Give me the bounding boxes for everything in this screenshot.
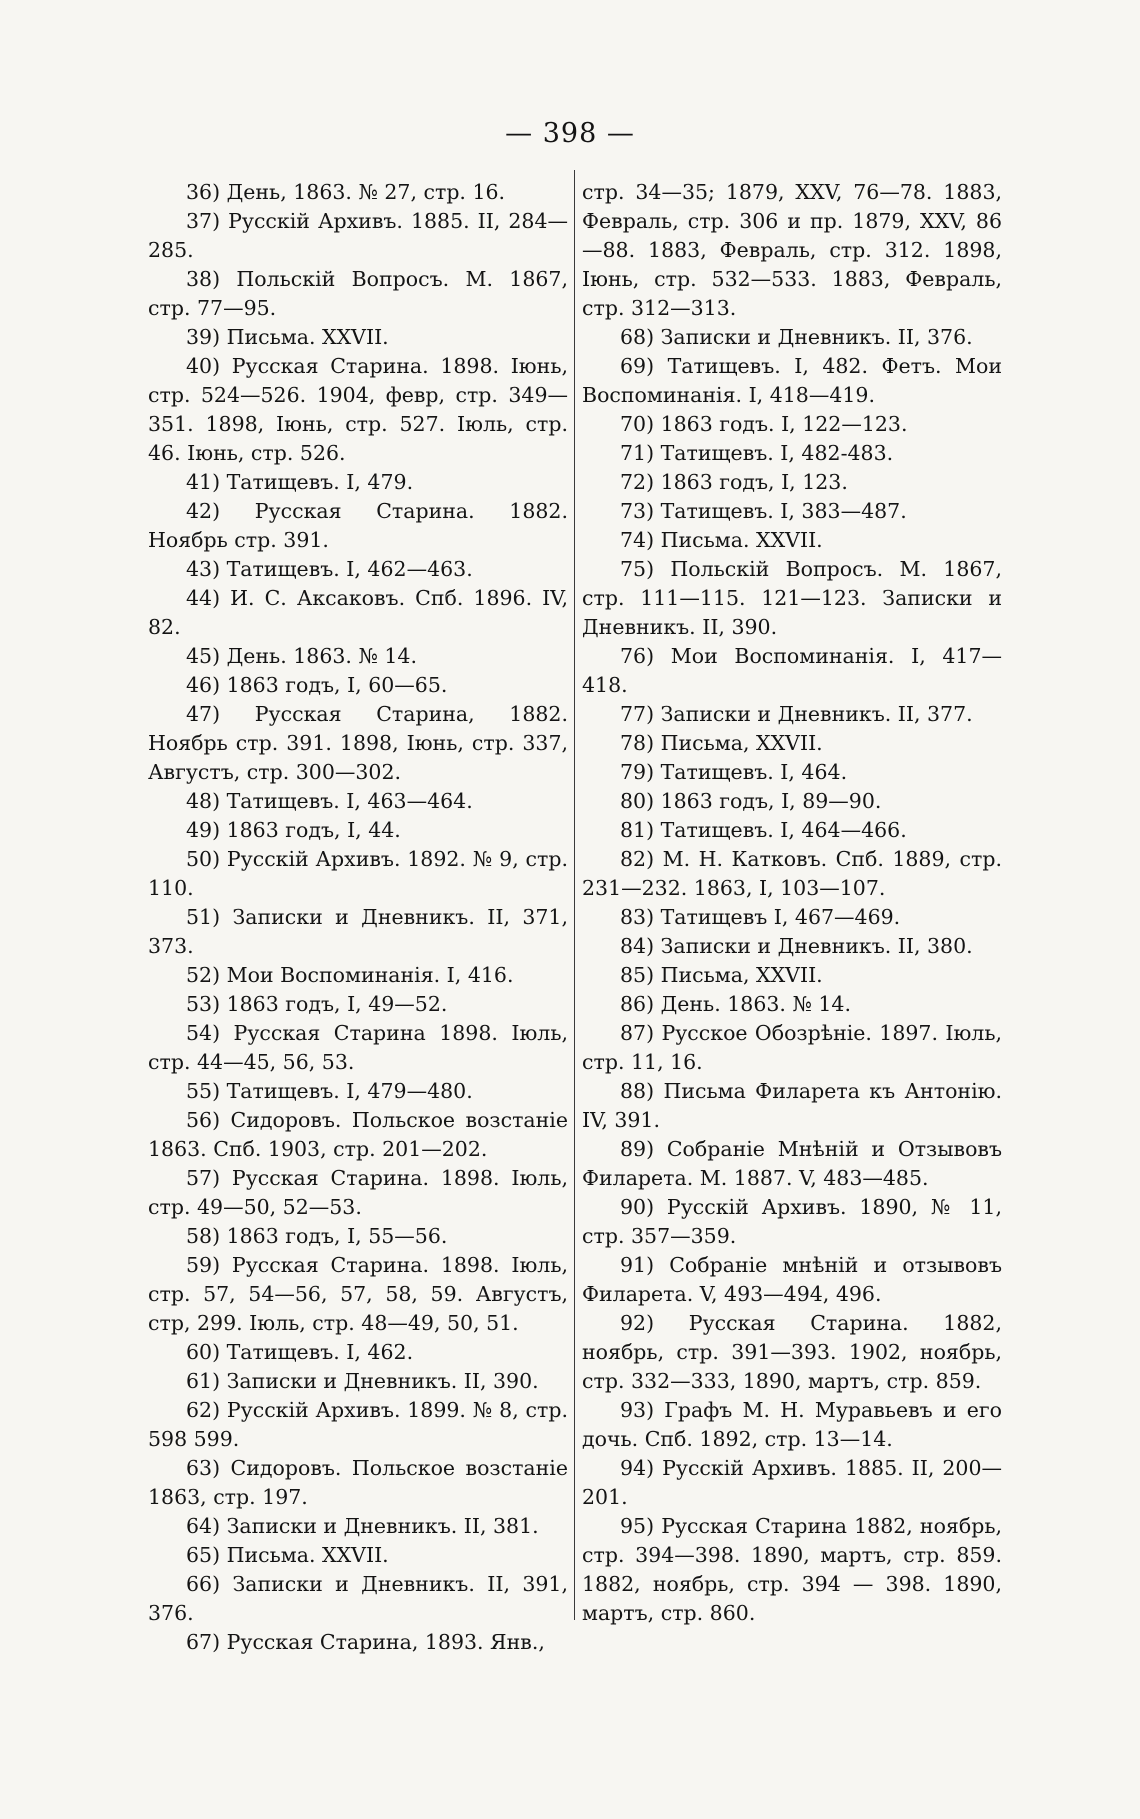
footnote-40: 40) Русская Старина. 1898. Іюнь, стр. 524—526. 1904, февр, стр. 349—351. 1898, Іюнь, стр. 527. Іюль, стр. 46. Іюнь, стр. 526. [148,354,568,465]
footnote-69: 69) Татищевъ. I, 482. Фетъ. Мои Воспоминанія. I, 418—419. [582,354,1002,407]
footnote-37: 37) Русскій Архивъ. 1885. II, 284—285. [148,209,568,262]
footnote-93: 93) Графъ М. Н. Муравьевъ и его дочь. Спб. 1892, стр. 13—14. [582,1398,1002,1451]
footnote-36: 36) День, 1863. № 27, стр. 16. [186,180,506,204]
footnote-44: 44) И. С. Аксаковъ. Спб. 1896. IV, 82. [148,586,568,639]
page-number: — 398 — [505,118,635,149]
footnote-52: 52) Мои Воспоминанія. I, 416. [186,963,514,987]
footnote-50: 50) Русскій Архивъ. 1892. № 9, стр. 110. [148,847,568,900]
footnote-51: 51) Записки и Дневникъ. II, 371, 373. [148,905,568,958]
footnote-42: 42) Русская Старина. 1882. Ноябрь стр. 391. [148,499,568,552]
footnote-64: 64) Записки и Дневникъ. II, 381. [186,1514,539,1538]
footnote-72: 72) 1863 годъ, I, 123. [620,470,848,494]
footnote-57: 57) Русская Старина. 1898. Іюль, стр. 49—50, 52—53. [148,1166,568,1219]
notes-column-right [582,178,1002,1628]
footnote-76: 76) Мои Воспоминанія. I, 417—418. [582,644,1002,697]
footnote-89: 89) Собраніе Мнѣній и Отзывовъ Филарета. М. 1887. V, 483—485. [582,1137,1002,1190]
footnote-81: 81) Татищевъ. I, 464—466. [620,818,907,842]
footnote-85: 85) Письма, XXVII. [620,963,823,987]
footnote-87: 87) Русское Обозрѣніе. 1897. Іюль, стр. 11, 16. [582,1021,1002,1074]
footnote-46: 46) 1863 годъ, I, 60—65. [186,673,448,697]
footnote-75: 75) Польскій Вопросъ. М. 1867, стр. 111—115. 121—123. Записки и Дневникъ. II, 390. [582,557,1002,639]
footnote-63: 63) Сидоровъ. Польское возстаніе 1863, стр. 197. [148,1456,568,1509]
footnote-83: 83) Татищевъ I, 467—469. [620,905,901,929]
footnote-60: 60) Татищевъ. I, 462. [186,1340,414,1364]
footnote-67-continuation: стр. 34—35; 1879, XXV, 76—78. 1883, Февраль, стр. 306 и пр. 1879, XXV, 86—88. 1883, Февраль, стр. 312. 1898, Іюнь, стр. 532—533. 1883, Февраль, стр. 312—313. [582,180,1002,320]
footnote-45: 45) День. 1863. № 14. [186,644,417,668]
footnote-38: 38) Польскій Вопросъ. М. 1867, стр. 77—95. [148,267,568,320]
footnote-48: 48) Татищевъ. I, 463—464. [186,789,473,813]
footnote-90: 90) Русскій Архивъ. 1890, № 11, стр. 357—359. [582,1195,1002,1248]
footnote-43: 43) Татищевъ. I, 462—463. [186,557,473,581]
footnote-94: 94) Русскій Архивъ. 1885. II, 200—201. [582,1456,1002,1509]
footnote-67: 67) Русская Старина, 1893. Янв., [186,1630,545,1654]
footnote-74: 74) Письма. XXVII. [620,528,823,552]
footnote-66: 66) Записки и Дневникъ. II, 391, 376. [148,1572,568,1625]
footnote-58: 58) 1863 годъ, I, 55—56. [186,1224,448,1248]
footnote-86: 86) День. 1863. № 14. [620,992,851,1016]
footnote-56: 56) Сидоровъ. Польское возстаніе 1863. Спб. 1903, стр. 201—202. [148,1108,568,1161]
footnote-71: 71) Татищевъ. I, 482-483. [620,441,894,465]
column-divider [574,170,575,1620]
footnote-68: 68) Записки и Дневникъ. II, 376. [620,325,973,349]
footnote-70: 70) 1863 годъ. I, 122—123. [620,412,908,436]
footnote-59: 59) Русская Старина. 1898. Іюль, стр. 57, 54—56, 57, 58, 59. Августъ, стр, 299. Іюль, стр. 48—49, 50, 51. [148,1253,568,1335]
footnote-77: 77) Записки и Дневникъ. II, 377. [620,702,973,726]
footnote-41: 41) Татищевъ. I, 479. [186,470,414,494]
footnote-61: 61) Записки и Дневникъ. II, 390. [186,1369,539,1393]
footnote-53: 53) 1863 годъ, I, 49—52. [186,992,448,1016]
footnote-78: 78) Письма, XXVII. [620,731,823,755]
footnote-54: 54) Русская Старина 1898. Іюль, стр. 44—45, 56, 53. [148,1021,568,1074]
footnote-73: 73) Татищевъ. I, 383—487. [620,499,907,523]
footnote-65: 65) Письма. XXVII. [186,1543,389,1567]
footnote-88: 88) Письма Филарета къ Антонію. IV, 391. [582,1079,1002,1132]
footnote-95: 95) Русская Старина 1882, ноябрь, стр. 394—398. 1890, мартъ, стр. 859. 1882, ноябрь, стр. 394 — 398. 1890, мартъ, стр. 860. [582,1514,1002,1625]
footnote-62: 62) Русскій Архивъ. 1899. № 8, стр. 598 599. [148,1398,568,1451]
footnote-84: 84) Записки и Дневникъ. II, 380. [620,934,973,958]
footnote-79: 79) Татищевъ. I, 464. [620,760,848,784]
footnote-47: 47) Русская Старина, 1882. Ноябрь стр. 391. 1898, Іюнь, стр. 337, Августъ, стр. 300—302. [148,702,568,784]
footnote-82: 82) М. Н. Катковъ. Спб. 1889, стр. 231—232. 1863, I, 103—107. [582,847,1002,900]
footnote-91: 91) Собраніе мнѣній и отзывовъ Филарета. V, 493—494, 496. [582,1253,1002,1306]
notes-column-left [148,178,568,1657]
footnote-39: 39) Письма. XXVII. [186,325,389,349]
footnote-92: 92) Русская Старина. 1882, ноябрь, стр. 391—393. 1902, ноябрь, стр. 332—333, 1890, мартъ, стр. 859. [582,1311,1002,1393]
footnote-49: 49) 1863 годъ, I, 44. [186,818,401,842]
footnote-55: 55) Татищевъ. I, 479—480. [186,1079,473,1103]
footnote-80: 80) 1863 годъ, I, 89—90. [620,789,882,813]
